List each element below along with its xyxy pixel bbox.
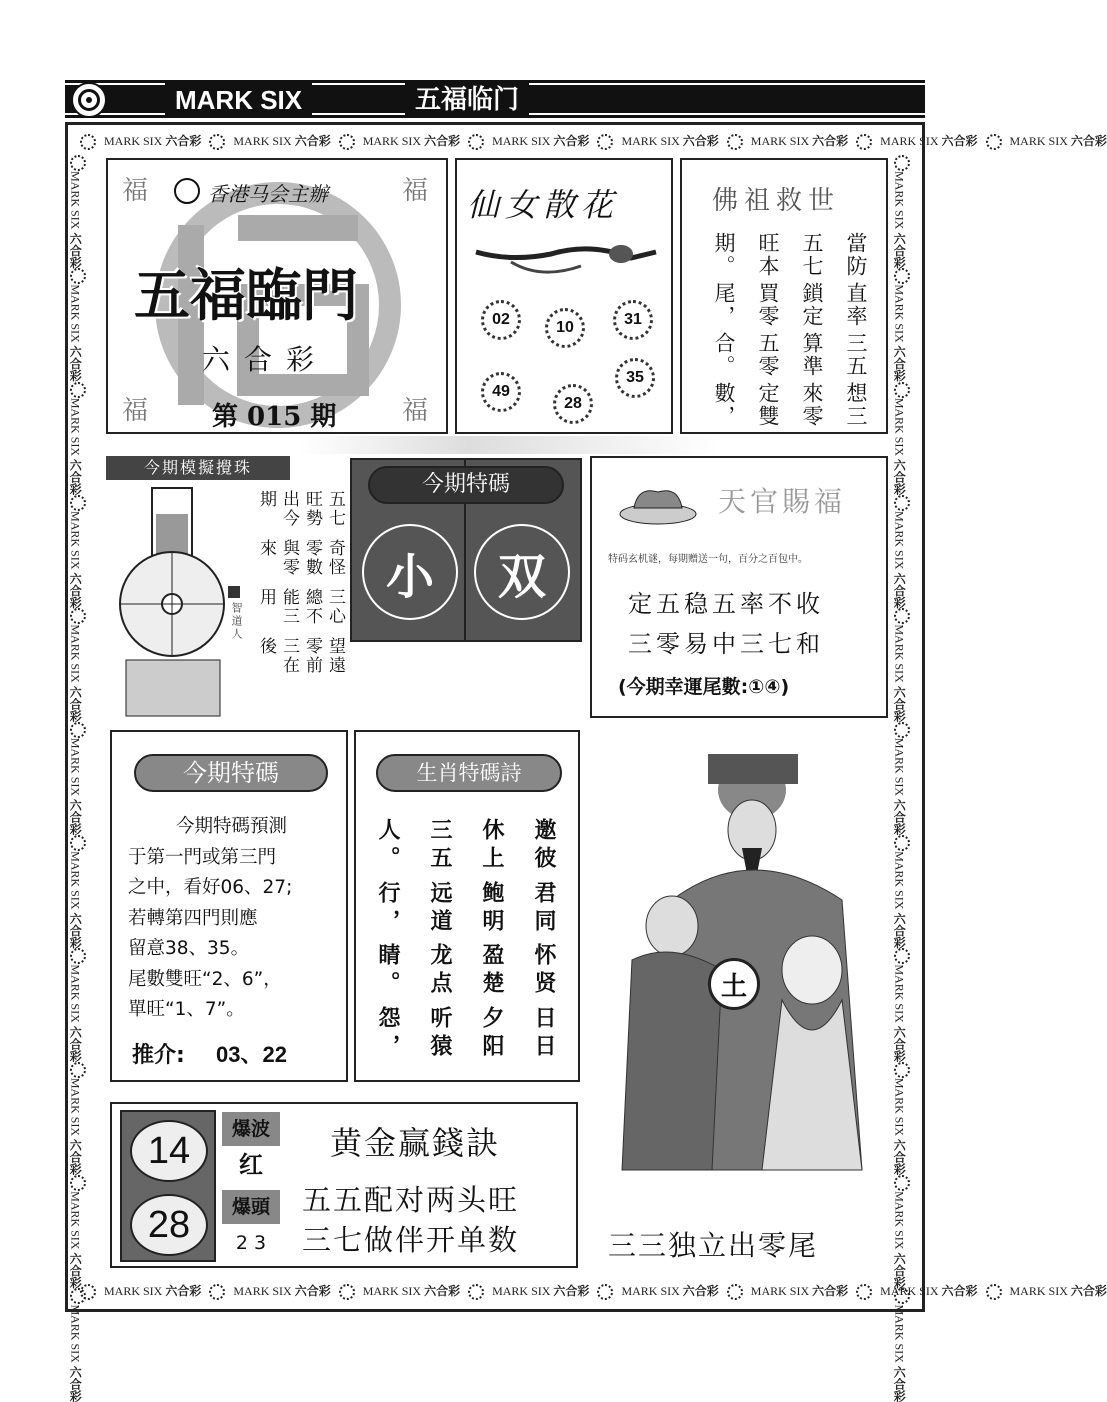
poem-col: 日日夕阳听猿怨， xyxy=(375,1005,557,1062)
flower-icon xyxy=(70,495,86,511)
buddha-panel xyxy=(680,158,888,434)
border-brand: MARK SIX xyxy=(68,397,83,457)
border-label: 六合彩 xyxy=(892,682,907,722)
poem-col: 君同鲍明远道行， xyxy=(375,880,557,937)
flower-icon xyxy=(339,134,355,150)
legend-square-icon xyxy=(228,586,240,598)
flower-icon xyxy=(70,382,86,398)
prediction-line: 于第一門或第三門 xyxy=(128,846,277,868)
flying-fairy-icon xyxy=(471,232,661,282)
earth-badge: 土 xyxy=(708,958,760,1010)
five-blessings-panel xyxy=(106,158,448,434)
border-brand: MARK SIX xyxy=(892,737,907,797)
simulation-panel xyxy=(106,456,350,720)
fairy-ball: 28 xyxy=(553,384,593,424)
border-label: 六合彩 xyxy=(1067,134,1107,148)
special-code-title: 今期特碼 xyxy=(368,466,564,504)
border-label: 六合彩 xyxy=(68,796,83,836)
border-label: 六合彩 xyxy=(68,569,83,609)
heaven-blessing-panel xyxy=(590,456,888,718)
flower-icon xyxy=(727,134,743,150)
border-left xyxy=(68,155,94,1402)
border-brand: MARK SIX xyxy=(892,964,907,1023)
border-label: 六合彩 xyxy=(679,1284,719,1298)
border-label: 六合彩 xyxy=(68,229,83,269)
buddha-poem xyxy=(698,232,878,432)
special-code-even: 双 xyxy=(474,524,570,620)
border-brand: MARK SIX xyxy=(892,624,907,683)
fairy-ball: 49 xyxy=(481,372,521,412)
buddha-col: 直率鎖定買零尾， xyxy=(712,282,868,328)
zodiac-poem-title: 生肖特碼詩 xyxy=(376,754,562,792)
border-label: 六合彩 xyxy=(892,1022,907,1062)
header-title: 五福临门 xyxy=(405,82,529,118)
flower-icon xyxy=(894,835,910,851)
prediction-line: 之中，看好06、27; xyxy=(128,877,293,898)
flower-icon xyxy=(894,268,910,284)
lottery-machine-icon xyxy=(116,484,228,720)
flower-icon xyxy=(856,134,872,150)
border-label: 六合彩 xyxy=(550,134,590,148)
flower-icon xyxy=(70,1062,86,1078)
prediction-title: 今期特碼 xyxy=(134,754,328,792)
fairy-ball: 10 xyxy=(545,308,585,348)
border-label: 六合彩 xyxy=(421,1284,461,1298)
border-brand: MARK SIX xyxy=(880,1284,939,1298)
prediction-line: 今期特碼預測 xyxy=(176,816,288,837)
border-brand: MARK SIX xyxy=(1009,134,1068,148)
flower-icon xyxy=(894,1062,910,1078)
border-brand: MARK SIX xyxy=(880,134,939,148)
border-brand: MARK SIX xyxy=(68,511,83,570)
lucky-tail-number: (今期幸運尾數:①④) xyxy=(618,676,790,698)
border-label: 六合彩 xyxy=(938,134,978,148)
border-label: 六合彩 xyxy=(809,1284,849,1298)
border-brand: MARK SIX xyxy=(892,284,907,343)
border-brand: MARK SIX xyxy=(892,851,907,910)
gold-line-1: 五五配对两头旺 xyxy=(302,1183,520,1217)
head-ball-number: 28 xyxy=(130,1194,208,1256)
border-brand: MARK SIX xyxy=(68,851,83,910)
border-label: 六合彩 xyxy=(162,1284,202,1298)
simulation-note: 智道人 xyxy=(230,602,243,641)
border-label: 六合彩 xyxy=(550,1284,590,1298)
border-label: 六合彩 xyxy=(291,1284,331,1298)
prediction-line: 尾數雙旺“2、6”， xyxy=(128,968,282,990)
fairy-ball: 35 xyxy=(615,358,655,398)
flower-icon xyxy=(468,1284,484,1300)
border-label: 六合彩 xyxy=(892,456,907,496)
simulation-col: 五七旺勢出今期 xyxy=(256,490,345,528)
simulation-col: 奇怪零數與零來 xyxy=(256,539,345,577)
border-brand: MARK SIX xyxy=(68,1191,83,1250)
wave-label: 爆波 xyxy=(222,1112,280,1146)
border-label: 六合彩 xyxy=(892,1362,907,1402)
border-brand: MARK SIX xyxy=(1009,1284,1068,1298)
fairy-ball: 02 xyxy=(481,300,521,340)
flower-icon xyxy=(894,382,910,398)
flower-icon xyxy=(70,722,86,738)
mark-six-logo-icon xyxy=(71,82,107,118)
wave-value: 红 xyxy=(239,1151,263,1179)
corner-fu-br: 福 xyxy=(402,396,429,426)
border-label: 六合彩 xyxy=(892,1249,907,1289)
flower-icon xyxy=(856,1284,872,1300)
border-brand: MARK SIX xyxy=(892,1304,907,1363)
border-label: 六合彩 xyxy=(68,1022,83,1062)
head-label: 爆頭 xyxy=(222,1190,280,1224)
flower-icon xyxy=(894,1175,910,1191)
border-brand: MARK SIX xyxy=(68,737,83,797)
border-brand: MARK SIX xyxy=(362,1284,422,1298)
flower-icon xyxy=(597,134,613,150)
border-brand: MARK SIX xyxy=(68,284,83,343)
zodiac-poem-text xyxy=(370,818,570,1068)
flower-icon xyxy=(894,608,910,624)
buddha-col: 三五算準五零合。 xyxy=(712,332,868,378)
border-top xyxy=(72,130,1107,152)
gold-panel xyxy=(110,1102,578,1268)
flower-icon xyxy=(70,155,86,171)
recommend-label: 推介: xyxy=(132,1043,185,1068)
border-brand: MARK SIX xyxy=(104,134,163,148)
simulation-col: 三心總不能三用 xyxy=(256,588,345,626)
border-label: 六合彩 xyxy=(421,134,461,148)
jockey-club-logo-icon xyxy=(174,178,200,204)
corner-fu-tr: 福 xyxy=(402,176,429,206)
border-label: 六合彩 xyxy=(892,342,907,382)
flower-icon xyxy=(209,1284,225,1300)
heaven-line-2: 三零易中三七和 xyxy=(628,630,824,658)
gold-title: 黄金赢錢訣 xyxy=(330,1124,501,1162)
main-title: 五福臨門 xyxy=(134,264,358,329)
flower-icon xyxy=(894,948,910,964)
special-code-panel xyxy=(350,458,582,642)
flower-icon xyxy=(894,495,910,511)
header-bar xyxy=(65,80,925,120)
brand-text: MARK SIX xyxy=(165,82,312,118)
border-brand: MARK SIX xyxy=(492,134,551,148)
border-label: 六合彩 xyxy=(68,456,83,496)
border-bottom xyxy=(72,1280,1107,1302)
border-brand: MARK SIX xyxy=(68,624,83,683)
border-label: 六合彩 xyxy=(291,134,331,148)
fairy-ball: 31 xyxy=(613,300,653,340)
border-brand: MARK SIX xyxy=(892,1077,907,1137)
border-brand: MARK SIX xyxy=(750,134,810,148)
prediction-panel xyxy=(110,730,348,1082)
border-brand: MARK SIX xyxy=(233,134,292,148)
border-label: 六合彩 xyxy=(68,1249,83,1289)
flower-icon xyxy=(70,1175,86,1191)
heaven-note: 特码玄机谜，每期赠送一句，百分之百包中。 xyxy=(608,554,808,565)
border-label: 六合彩 xyxy=(892,569,907,609)
border-label: 六合彩 xyxy=(892,909,907,949)
heaven-title: 天官賜福 xyxy=(718,485,847,518)
border-brand: MARK SIX xyxy=(892,1191,907,1250)
prediction-line: 若轉第四門則應 xyxy=(128,907,258,929)
border-brand: MARK SIX xyxy=(68,1304,83,1363)
border-brand: MARK SIX xyxy=(892,397,907,457)
corner-fu-tl: 福 xyxy=(122,176,149,206)
flower-icon xyxy=(894,722,910,738)
border-label: 六合彩 xyxy=(162,134,202,148)
border-right xyxy=(892,155,918,1402)
border-label: 六合彩 xyxy=(68,909,83,949)
border-label: 六合彩 xyxy=(892,1136,907,1176)
flower-icon xyxy=(339,1284,355,1300)
sponsor-text: 香港马会主辦 xyxy=(208,182,328,206)
border-brand: MARK SIX xyxy=(892,511,907,570)
heaven-line-1: 定五稳五率不收 xyxy=(628,590,824,618)
border-brand: MARK SIX xyxy=(492,1284,551,1298)
border-label: 六合彩 xyxy=(68,682,83,722)
buddha-col: 想三來零定雙數， xyxy=(712,382,868,428)
wave-ball-number: 14 xyxy=(130,1120,208,1182)
border-label: 六合彩 xyxy=(1067,1284,1107,1298)
flower-icon xyxy=(986,1284,1002,1300)
flower-icon xyxy=(70,948,86,964)
border-brand: MARK SIX xyxy=(104,1284,163,1298)
border-brand: MARK SIX xyxy=(68,171,83,230)
border-label: 六合彩 xyxy=(892,796,907,836)
fairy-panel xyxy=(455,158,673,434)
corner-fu-bl: 福 xyxy=(122,396,149,426)
special-code-small: 小 xyxy=(362,524,458,620)
border-brand: MARK SIX xyxy=(362,134,422,148)
poem-col: 怀贤盈楚龙点睛。 xyxy=(375,943,557,999)
recommend-value: 03、22 xyxy=(216,1042,287,1067)
poem-col: 邀彼休上三五人。 xyxy=(375,818,557,874)
flower-icon xyxy=(727,1284,743,1300)
gods-caption: 三三独立出零尾 xyxy=(608,1229,819,1262)
divider xyxy=(300,436,720,454)
issue-number: 第 015 期 xyxy=(212,402,337,432)
simulation-title: 今期模擬攪珠 xyxy=(106,456,290,480)
gold-ingot-icon xyxy=(618,468,698,528)
buddha-col: 當防五七旺本期。 xyxy=(712,232,868,278)
simulation-poem xyxy=(254,490,346,686)
prediction-line: 單旺“1、7”。 xyxy=(128,999,245,1020)
head-value: 2 3 xyxy=(235,1232,267,1254)
border-label: 六合彩 xyxy=(679,134,719,148)
border-brand: MARK SIX xyxy=(892,171,907,230)
fairy-title: 仙女散花 xyxy=(467,186,620,224)
border-brand: MARK SIX xyxy=(68,1077,83,1137)
simulation-col: 望遠零前三在後 xyxy=(256,637,345,675)
flower-icon xyxy=(894,155,910,171)
border-brand: MARK SIX xyxy=(750,1284,810,1298)
border-brand: MARK SIX xyxy=(621,134,680,148)
flower-icon xyxy=(986,134,1002,150)
flower-icon xyxy=(80,134,96,150)
border-label: 六合彩 xyxy=(809,134,849,148)
flower-icon xyxy=(70,835,86,851)
flower-icon xyxy=(597,1284,613,1300)
border-label: 六合彩 xyxy=(68,342,83,382)
prediction-text xyxy=(128,812,346,1026)
flower-icon xyxy=(70,268,86,284)
border-brand: MARK SIX xyxy=(621,1284,680,1298)
border-label: 六合彩 xyxy=(938,1284,978,1298)
subtitle: 六合彩 xyxy=(202,343,329,376)
buddha-title: 佛祖救世 xyxy=(712,186,841,216)
prediction-line: 留意38、35。 xyxy=(128,938,250,959)
border-brand: MARK SIX xyxy=(233,1284,292,1298)
zodiac-poem-panel xyxy=(354,730,580,1082)
border-label: 六合彩 xyxy=(892,229,907,269)
border-label: 六合彩 xyxy=(68,1362,83,1402)
flower-icon xyxy=(468,134,484,150)
flower-icon xyxy=(70,608,86,624)
border-label: 六合彩 xyxy=(68,1136,83,1176)
border-brand: MARK SIX xyxy=(68,964,83,1023)
flower-icon xyxy=(209,134,225,150)
gold-line-2: 三七做伴开单数 xyxy=(302,1223,520,1257)
